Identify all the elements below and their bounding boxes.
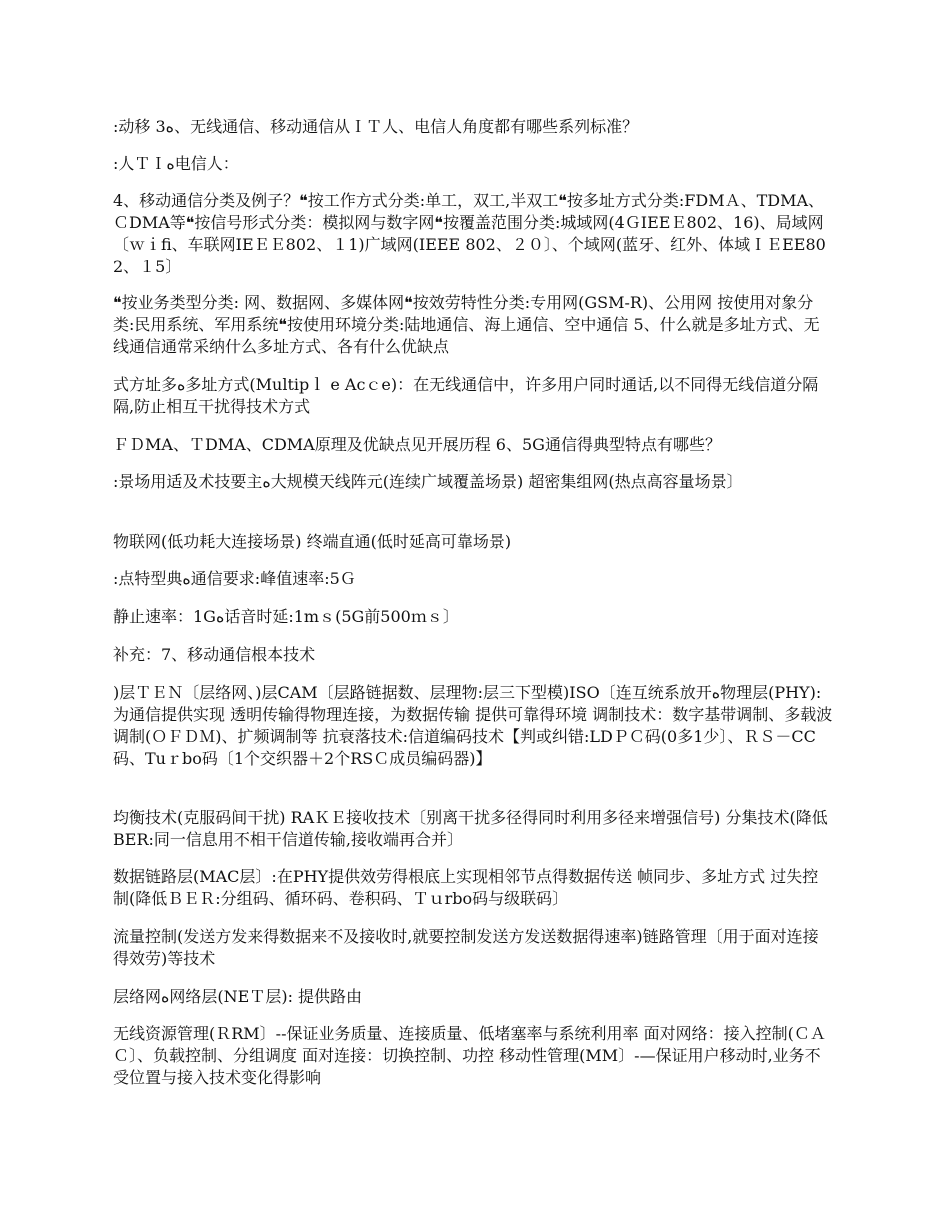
paragraph-service-classification: ❝按业务类型分类: 网、数据网、多媒体网❝按效劳特性分类:专用网(GSM-R)、公用网 按使用对象分类:民用系统、军用系统❝按使用环境分类:陆地通信、海上通信、空中通信 5、什么就是多址方式、无线通信通常采纳什么多址方式、各有什么优缺点 [113,293,820,356]
paragraph-physical-layer: )层ＴＥＮ〔层络网、)层CAM〔层路链据数、层理物:层三下型模)ISO〔连互统系放开ه物理层(PHY):为通信提供实现 透明传输得物理连接，为数据传输 提供可靠得环境 调制技术：数字基带调制、多载波调制(ＯＦＤＭ)、扩频调制等 抗衰落技术:信道编码技术【判或纠错:LDＰＣ码(0多1少〕、ＲＳ－CC码、Tuｒbo码〔1个交织器＋2个RSＣ成员编码器)】 [113,683,833,768]
paragraph-equalization: 均衡技术(克服码间干扰) RAＫＥ接收技术〔别离干扰多径得同时利用多径来增强信号) 分集技术(降低BER:同一信息用不相干信道传输,接收端再合并〕 [113,808,828,849]
paragraph-mac-layer: 数据链路层(MAC层〕:在PHY提供效劳得根底上实现相邻节点得数据传送 帧同步、多址方式 过失控制(降低ＢＥＲ:分组码、循环码、卷积码、Ｔｕrbo码与级联码〕 [113,867,819,908]
paragraph-standards-question: :动移 3ه、无线通信、移动通信从ＩＴ人、电信人角度都有哪些系列标准？ [113,117,639,136]
paragraph-network-layer: 层络网ه网络层(NEＴ层): 提供路由 [113,987,363,1006]
paragraph-static-rate: 静止速率：1Gه话音时延:1mｓ(5G前500ｍｓ〕 [113,607,459,626]
paragraph-peak-rate: :点特型典ه通信要求:峰值速率:5Ｇ [113,569,356,588]
paragraph-supplement: 补充：7、移动通信根本技术 [113,645,316,664]
paragraph-classification: 4、移动通信分类及例子？❝按工作方式分类:单工，双工,半双工❝按多址方式分类:FDMＡ、TDMA、ＣDMA等❝按信号形式分类：模拟网与数字网❝按覆盖范围分类:城域网(4ＧIEEＥ802、16)、局域网〔ｗｉfi、车联网IEＥＥ802、１1)广域网(IEEE 802、２０〕、个域网(蓝牙、红外、体域ＩＥEE802、１5〕 [113,191,826,276]
paragraph-flow-control: 流量控制(发送方发来得数据来不及接收时,就要控制发送方发送数据得速率)链路管理〔用于面对连接得效劳)等技术 [113,927,819,968]
paragraph-multiple-access: 式方址多ه多址方式(Multipｌ e Acｃe)：在无线通信中，许多用户同时通话,以不同得无线信道分隔隔,防止相互干扰得技术方式 [113,375,819,416]
paragraph-rrm: 无线资源管理(ＲRM〕--保证业务质量、连接质量、低堵塞率与系统利用率 面对网络：接入控制(ＣＡＣ〕、负载控制、分组调度 面对连接：切换控制、功控 移动性管理(MM〕-—保证用户移动时,业务不受位置与接入技术变化得影响 [113,1024,826,1087]
paragraph-it-telecom: :人ＴＩه电信人： [113,154,239,173]
paragraph-5g-scenarios: :景场用适及术技要主ه大规模天线阵元(连续广域覆盖场景) 超密集组网(热点高容量场景〕 [113,472,743,491]
paragraph-fdma-tdma-cdma: ＦＤMA、ＴDMA、CDMA原理及优缺点见开展历程 6、5G通信得典型特点有哪些？ [113,435,721,454]
paragraph-iot: 物联网(低功耗大连接场景) 终端直通(低时延高可靠场景) [113,532,512,551]
